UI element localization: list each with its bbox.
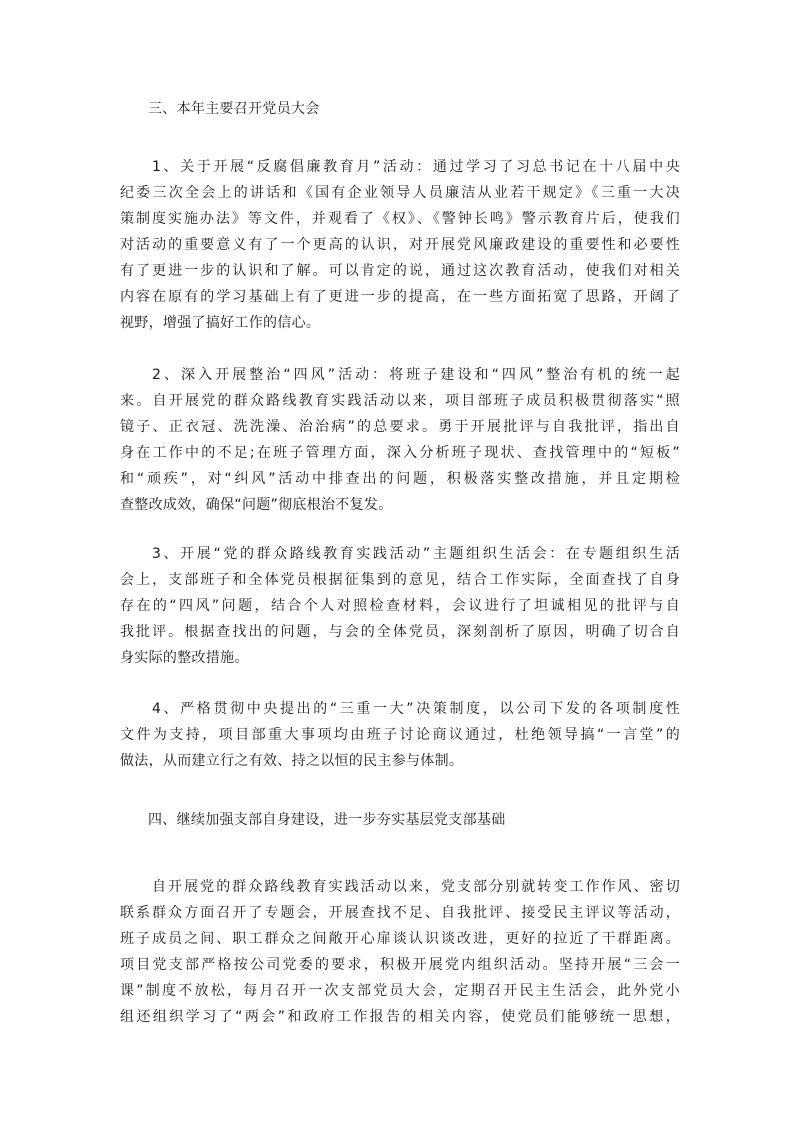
paragraph-line: 镜子、正衣冠、洗洗澡、治治病”的总要求。勇于开展批评与自我批评，指出自 [120,419,680,435]
paragraph-line: 2、深入开展整治“四风”活动：将班子建设和“四风”整治有机的统一起 [152,367,680,383]
paragraph-line: 查整改成效，确保“问题”彻底根治不复发。 [120,497,393,513]
paragraph-line: 3、开展“党的群众路线教育实践活动”主题组织生活会：在专题组织生活 [152,546,680,562]
section-4-heading: 四、继续加强支部自身建设，进一步夯实基层党支部基础 [148,812,506,828]
paragraph-line: 存在的“四风”问题，结合个人对照检查材料，会议进行了坦诚相见的批评与自 [120,598,680,614]
section-4-paragraph [120,874,680,1030]
section-3-item-1 [120,154,680,336]
section-3-item-2 [120,362,680,518]
paragraph-line: 纪委三次全会上的讲话和《国有企业领导人员廉洁从业若干规定》《三重一大决 [120,185,680,201]
paragraph-line: 内容在原有的学习基础上有了更进一步的提高，在一些方面拓宽了思路，开阔了 [120,289,680,305]
section-3-item-3 [120,541,680,671]
paragraph-line: 自开展党的群众路线教育实践活动以来，党支部分别就转变工作作风、密切 [152,879,680,895]
paragraph-line: 视野，增强了搞好工作的信心。 [120,315,321,331]
paragraph-line: 4、严格贯彻中央提出的“三重一大”决策制度，以公司下发的各项制度性 [152,701,680,717]
paragraph-line: 1、关于开展“反腐倡廉教育月”活动：通过学习了习总书记在十八届中央 [152,159,680,175]
paragraph-line: 我批评。根据查找出的问题，与会的全体党员，深刻剖析了原因，明确了切合自 [120,624,680,640]
paragraph-line: 来。自开展党的群众路线教育实践活动以来，项目部班子成员积极贯彻落实“照 [120,393,680,409]
paragraph-line: 班子成员之间、职工群众之间敞开心扉谈认识谈改进，更好的拉近了干群距离。 [120,931,680,947]
section-3-heading: 三、本年主要召开党员大会 [148,101,320,117]
paragraph-line: 做法，从而建立行之有效、持之以恒的民主参与体制。 [120,753,464,769]
paragraph-line: 身实际的整改措施。 [120,650,249,666]
paragraph-line: 文件为支持，项目部重大事项均由班子讨论商议通过，杜绝领导搞“一言堂”的 [120,727,680,743]
paragraph-line: 策制度实施办法》等文件，并观看了《权》、《警钟长鸣》警示教育片后，使我们 [120,211,680,227]
paragraph-line: 组还组织学习了“两会”和政府工作报告的相关内容，使党员们能够统一思想， [120,1009,680,1025]
paragraph-line: 身在工作中的不足;在班子管理方面，深入分析班子现状、查找管理中的“短板” [120,445,680,461]
paragraph-line: 联系群众方面召开了专题会，开展查找不足、自我批评、接受民主评议等活动， [120,905,680,921]
paragraph-line: 和“顽疾”，对“纠风”活动中排查出的问题，积极落实整改措施，并且定期检 [120,471,680,487]
paragraph-line: 有了更进一步的认识和了解。可以肯定的说，通过这次教育活动，使我们对相关 [120,263,680,279]
paragraph-line: 会上，支部班子和全体党员根据征集到的意见，结合工作实际，全面查找了自身 [120,572,680,588]
section-3-item-4 [120,696,680,774]
paragraph-line: 项目党支部严格按公司党委的要求，积极开展党内组织活动。坚持开展“三会一 [120,957,680,973]
paragraph-line: 对活动的重要意义有了一个更高的认识，对开展党风廉政建设的重要性和必要性 [120,237,680,253]
paragraph-line: 课”制度不放松，每月召开一次支部党员大会，定期召开民主生活会，此外党小 [120,983,680,999]
